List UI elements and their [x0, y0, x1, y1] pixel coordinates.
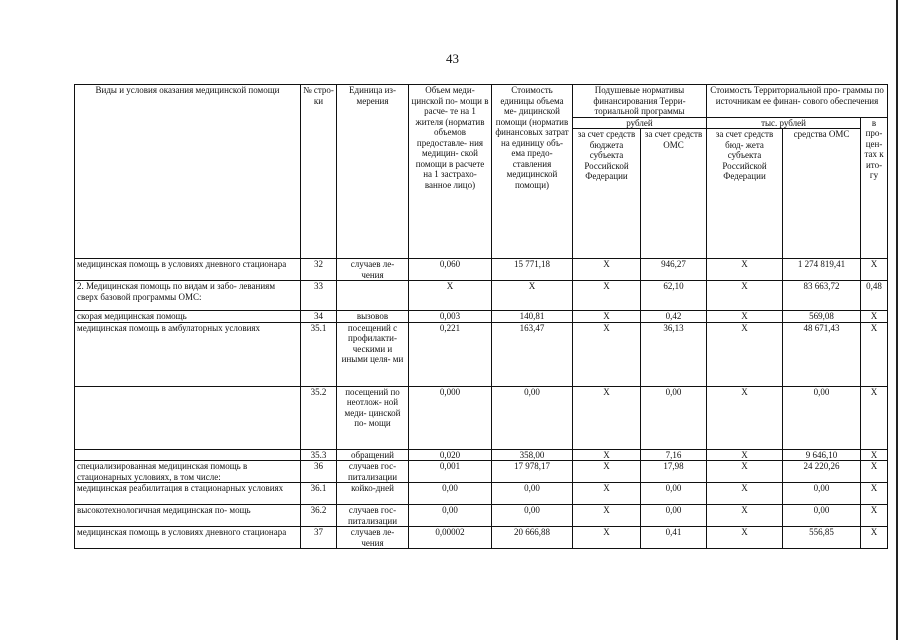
cell-unit: вызовов: [337, 311, 409, 323]
header-prog-percent: в про- цен- тах к ито- гу: [861, 117, 888, 259]
table-row: [75, 259, 888, 281]
cell-pc-budget: X: [573, 483, 641, 505]
header-program-unit: тыс. рублей: [707, 117, 861, 129]
cell-pc-budget: X: [573, 311, 641, 323]
cell-prog-budget: X: [707, 281, 783, 311]
table-row: [75, 322, 888, 386]
cell-percent: X: [861, 449, 888, 461]
header-per-capita-group: Подушевые нормативы финансирования Терри- ториальной программы: [573, 85, 707, 118]
cell-volume: X: [409, 281, 492, 311]
cell-kind: медицинская помощь в амбулаторных условиях: [75, 322, 301, 386]
cell-pc-oms: 946,27: [641, 259, 707, 281]
cell-pc-oms: 17,98: [641, 461, 707, 483]
header-row-no: № стро- ки: [301, 85, 337, 259]
cell-percent: X: [861, 505, 888, 527]
cell-pc-oms: 0,00: [641, 505, 707, 527]
cell-unit: посещений с профилакти- ческими и иными целя- ми: [337, 322, 409, 386]
cell-pc-budget: X: [573, 322, 641, 386]
cell-pc-oms: 0,00: [641, 483, 707, 505]
table-header: [75, 85, 888, 259]
cell-cost: 0,00: [492, 505, 573, 527]
cell-volume: 0,00: [409, 483, 492, 505]
cell-prog-oms: 0,00: [783, 505, 861, 527]
cell-row-no: 35.3: [301, 449, 337, 461]
cell-percent: X: [861, 461, 888, 483]
header-kind: Виды и условия оказания медицинской помощи: [75, 85, 301, 259]
cell-prog-oms: 556,85: [783, 527, 861, 549]
cell-prog-budget: X: [707, 505, 783, 527]
header-prog-oms: средства ОМС: [783, 129, 861, 259]
header-volume: Объем меди- цинской по- мощи в расче- те на 1 жителя (норматив объемов предоставле- ния медицин- ской помощи в расчете на 1 застрахо- ванное лицо): [409, 85, 492, 259]
cell-prog-oms: 0,00: [783, 483, 861, 505]
cell-prog-budget: X: [707, 322, 783, 386]
cell-prog-oms: 9 646,10: [783, 449, 861, 461]
cell-volume: 0,003: [409, 311, 492, 323]
cell-unit: случаев гос- питализации: [337, 461, 409, 483]
cell-prog-oms: 1 274 819,41: [783, 259, 861, 281]
table-row: [75, 483, 888, 505]
cell-row-no: 34: [301, 311, 337, 323]
cell-cost: 20 666,88: [492, 527, 573, 549]
cell-cost: 140,81: [492, 311, 573, 323]
cell-kind: [75, 449, 301, 461]
header-per-capita-unit: рублей: [573, 117, 707, 129]
cell-unit: посещений по неотлож- ной меди- цинской по- мощи: [337, 386, 409, 449]
cell-volume: 0,060: [409, 259, 492, 281]
cell-cost: 0,00: [492, 483, 573, 505]
table-row: [75, 281, 888, 311]
cell-kind: [75, 386, 301, 449]
cell-prog-oms: 83 663,72: [783, 281, 861, 311]
cell-prog-oms: 48 671,43: [783, 322, 861, 386]
cell-pc-budget: X: [573, 461, 641, 483]
cell-prog-budget: X: [707, 483, 783, 505]
cell-prog-oms: 24 220,26: [783, 461, 861, 483]
table-row: [75, 386, 888, 449]
cell-pc-oms: 0,41: [641, 527, 707, 549]
cell-pc-budget: X: [573, 449, 641, 461]
cell-row-no: 35.1: [301, 322, 337, 386]
cell-pc-oms: 62,10: [641, 281, 707, 311]
cell-percent: X: [861, 322, 888, 386]
cell-volume: 0,221: [409, 322, 492, 386]
cell-pc-budget: X: [573, 505, 641, 527]
cell-prog-oms: 569,08: [783, 311, 861, 323]
cell-pc-oms: 7,16: [641, 449, 707, 461]
cell-cost: 17 978,17: [492, 461, 573, 483]
cell-pc-budget: X: [573, 527, 641, 549]
cell-unit: случаев гос- питализации: [337, 505, 409, 527]
cell-prog-oms: 0,00: [783, 386, 861, 449]
cell-percent: X: [861, 259, 888, 281]
cell-percent: 0,48: [861, 281, 888, 311]
cell-volume: 0,001: [409, 461, 492, 483]
cell-prog-budget: X: [707, 449, 783, 461]
table-row: [75, 527, 888, 549]
cell-prog-budget: X: [707, 386, 783, 449]
table-row: [75, 311, 888, 323]
cell-unit: [337, 281, 409, 311]
cell-unit: случаев ле- чения: [337, 259, 409, 281]
cell-row-no: 35.2: [301, 386, 337, 449]
cell-unit: койко-дней: [337, 483, 409, 505]
header-pc-budget: за счет средств бюджета субъекта Российской Федерации: [573, 129, 641, 259]
header-program-group: Стоимость Территориальной про- граммы по источникам ее финан- сового обеспечения: [707, 85, 888, 118]
header-prog-budget: за счет средств бюд- жета субъекта Российской Федерации: [707, 129, 783, 259]
table-row: [75, 461, 888, 483]
header-cost: Стоимость единицы объема ме- дицинской помощи (норматив финансовых затрат на единицу объ- ема предо- ставления медицинской помощи): [492, 85, 573, 259]
cell-cost: 15 771,18: [492, 259, 573, 281]
header-pc-oms: за счет средств ОМС: [641, 129, 707, 259]
scan-edge-line: [896, 0, 898, 640]
cell-pc-oms: 0,00: [641, 386, 707, 449]
page-number: 43: [446, 51, 459, 66]
cell-prog-budget: X: [707, 527, 783, 549]
cell-percent: X: [861, 386, 888, 449]
cell-pc-budget: X: [573, 281, 641, 311]
cell-kind: специализированная медицинская помощь в стационарных условиях, в том числе:: [75, 461, 301, 483]
header-unit: Единица из- мерения: [337, 85, 409, 259]
financing-table: [74, 84, 888, 549]
cell-row-no: 36: [301, 461, 337, 483]
cell-kind: 2. Медицинская помощь по видам и забо- леваниям сверх базовой программы ОМС:: [75, 281, 301, 311]
cell-kind: медицинская помощь в условиях дневного стационара: [75, 527, 301, 549]
table-body: [75, 259, 888, 549]
cell-kind: медицинская реабилитация в стационарных условиях: [75, 483, 301, 505]
cell-row-no: 33: [301, 281, 337, 311]
table-row: [75, 505, 888, 527]
cell-cost: 163,47: [492, 322, 573, 386]
cell-percent: X: [861, 311, 888, 323]
cell-percent: X: [861, 483, 888, 505]
cell-volume: 0,000: [409, 386, 492, 449]
cell-volume: 0,020: [409, 449, 492, 461]
cell-unit: случаев ле- чения: [337, 527, 409, 549]
cell-kind: высокотехнологичная медицинская по- мощь: [75, 505, 301, 527]
cell-pc-budget: X: [573, 386, 641, 449]
cell-row-no: 36.2: [301, 505, 337, 527]
cell-prog-budget: X: [707, 311, 783, 323]
cell-cost: 358,00: [492, 449, 573, 461]
cell-pc-oms: 36,13: [641, 322, 707, 386]
cell-pc-budget: X: [573, 259, 641, 281]
cell-row-no: 32: [301, 259, 337, 281]
cell-volume: 0,00: [409, 505, 492, 527]
table-row: [75, 449, 888, 461]
cell-cost: 0,00: [492, 386, 573, 449]
cell-kind: скорая медицинская помощь: [75, 311, 301, 323]
cell-volume: 0,00002: [409, 527, 492, 549]
cell-row-no: 36.1: [301, 483, 337, 505]
cell-kind: медицинская помощь в условиях дневного стационара: [75, 259, 301, 281]
cell-row-no: 37: [301, 527, 337, 549]
cell-prog-budget: X: [707, 461, 783, 483]
cell-percent: X: [861, 527, 888, 549]
cell-unit: обращений: [337, 449, 409, 461]
cell-pc-oms: 0,42: [641, 311, 707, 323]
cell-cost: X: [492, 281, 573, 311]
cell-prog-budget: X: [707, 259, 783, 281]
